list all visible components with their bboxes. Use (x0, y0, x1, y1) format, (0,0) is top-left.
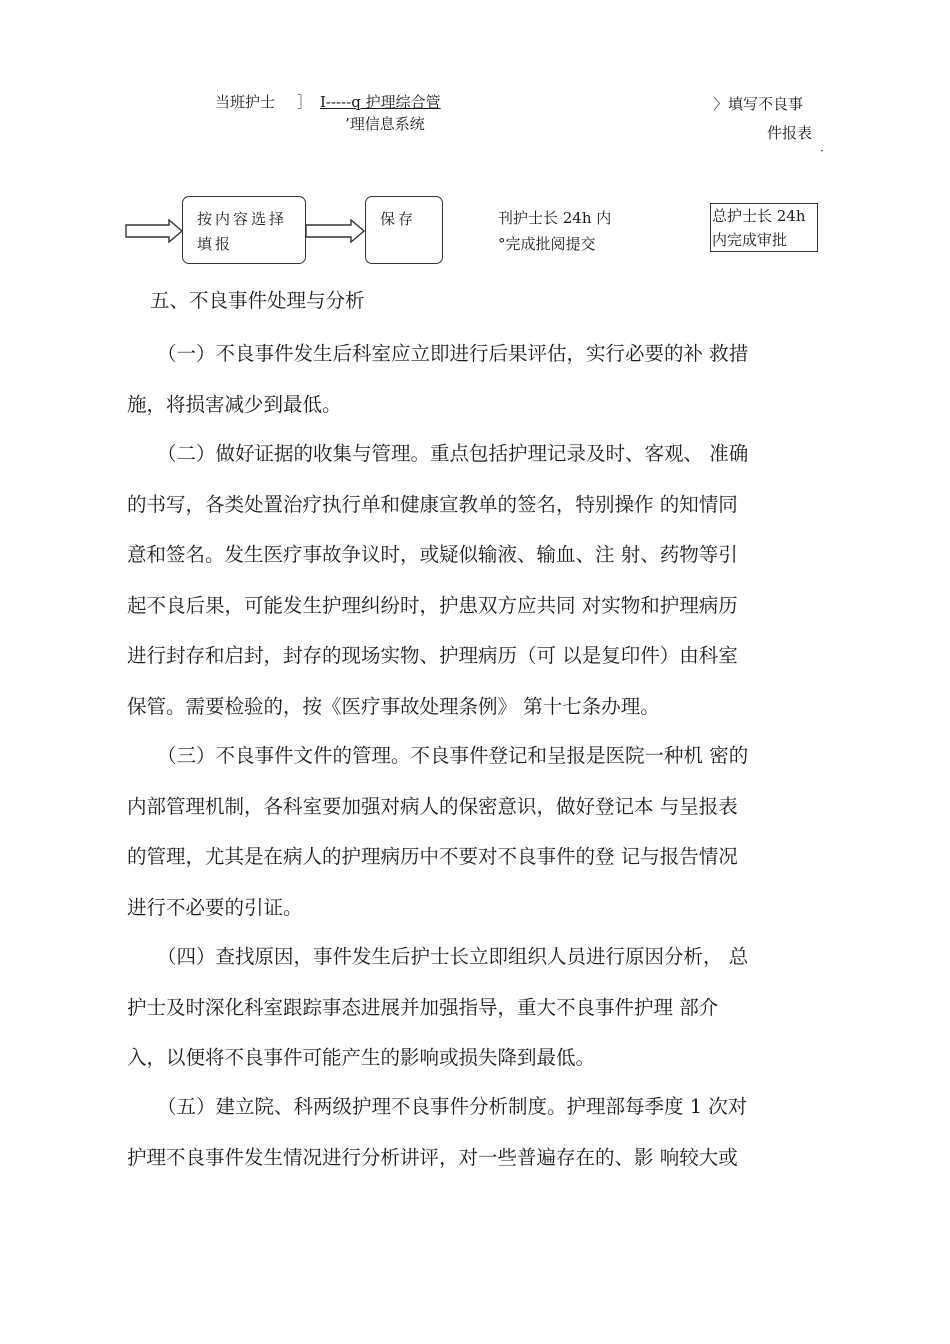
paragraph-line: （四）查找原因，事件发生后护士长立即组织人员进行原因分析， 总 (157, 945, 749, 968)
select-fill-box (182, 196, 306, 264)
paragraph-line: （二）做好证据的收集与管理。重点包括护理记录及时、客观、 准确 (157, 442, 749, 465)
nursing-system-label-line1: I-----q 护理综合管 (320, 93, 441, 111)
flow-arrow-icon (125, 218, 185, 244)
chief-nurse-label-line1: 总护士长 24h (712, 207, 806, 225)
paragraph-line: 的书写，各类处置治疗执行单和健康宣教单的签名，特别操作 的知情同 (127, 492, 738, 516)
paragraph-line: 入，以便将不良事件可能产生的影响或损失降到最低。 (127, 1046, 596, 1069)
save-label: 保存 (380, 210, 417, 228)
paragraph-2 (127, 429, 839, 732)
fill-report-label-line2: 件报表 (767, 124, 813, 142)
flow-arrow-icon (305, 218, 367, 244)
paragraph-line: 护士及时深化科室跟踪事态进展并加强指导，重大不良事件护理 部介 (127, 995, 719, 1019)
paragraph-line: 护理不良事件发生情况进行分析讲评，对一些普遍存在的、影 响较大或 (127, 1145, 738, 1169)
paragraph-line: （三）不良事件文件的管理。不良事件登记和呈报是医院一种机 密的 (157, 744, 749, 767)
paragraph-line: （五）建立院、科两级护理不良事件分析制度。护理部每季度 1 次对 (157, 1095, 748, 1118)
chief-nurse-label-line2: 内完成审批 (712, 231, 788, 249)
bracket-glyph: ］ (297, 93, 313, 111)
paragraph-line: 进行封存和启封，封存的现场实物、护理病历（可 以是复印件）由科室 (127, 644, 738, 667)
fill-report-dot: · (820, 144, 824, 158)
nurse-on-duty-label: 当班护士 (215, 93, 276, 111)
nursing-system-label-line2: ’理信息系统 (345, 115, 425, 133)
paragraph-1 (127, 329, 839, 430)
head-nurse-label-line1: 刊护士长 24h 内 (498, 209, 612, 227)
paragraph-4 (127, 932, 839, 1084)
fill-report-label-line1: 〉填写不良事 (713, 95, 804, 113)
paragraph-3 (127, 731, 839, 933)
paragraph-line: （一）不良事件发生后科室应立即进行后果评估，实行必要的补 救措 (157, 342, 749, 365)
chief-nurse-box (710, 203, 818, 252)
paragraph-line: 保管。需要检验的，按《医疗事故处理条例》 第十七条办理。 (127, 694, 660, 718)
save-box (365, 196, 443, 264)
paragraph-line: 内部管理机制，各科室要加强对病人的保密意识，做好登记本 与呈报表 (127, 794, 738, 818)
paragraph-line: 意和签名。发生医疗事故争议时，或疑似输液、输血、注 射、药物等引 (127, 543, 738, 566)
paragraph-line: 的管理，尤其是在病人的护理病历中不要对不良事件的登 记与报告情况 (127, 845, 738, 868)
paragraph-line: 起不良后果，可能发生护理纠纷时，护患双方应共同 对实物和护理病历 (127, 593, 738, 617)
paragraph-line: 进行不必要的引证。 (127, 895, 303, 919)
paragraph-5 (127, 1082, 839, 1183)
head-nurse-label-line2: °完成批阅提交 (498, 235, 596, 253)
paragraph-line: 施，将损害减少到最低。 (127, 392, 342, 416)
select-fill-label-line2: 填报 (197, 235, 234, 253)
select-fill-label-line1: 按内容选择 (197, 210, 288, 228)
section-title: 五、不良事件处理与分析 (150, 289, 365, 312)
